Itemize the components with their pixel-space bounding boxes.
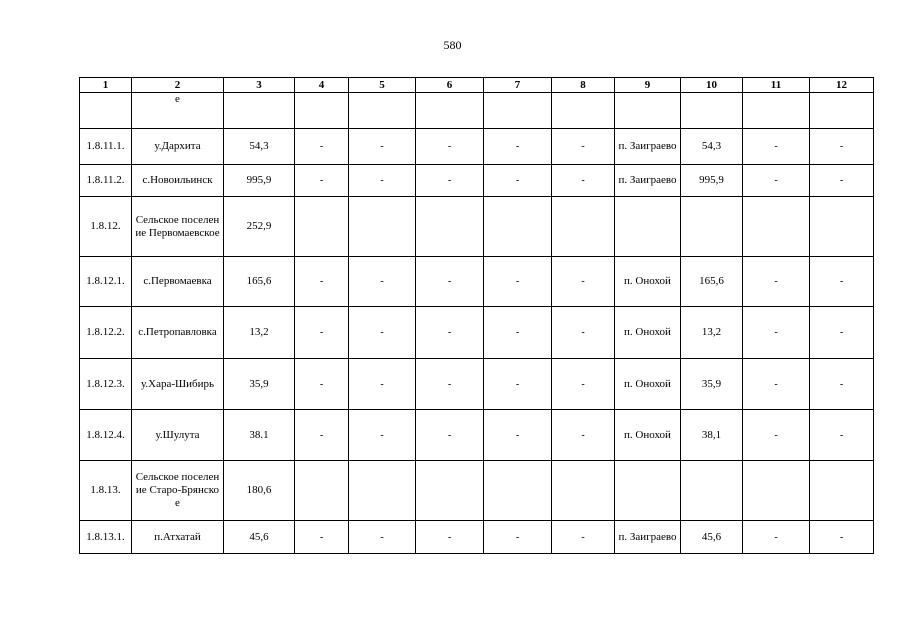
cell: -: [552, 257, 615, 307]
cell: -: [416, 165, 484, 197]
cell: -: [416, 307, 484, 359]
cell: [552, 93, 615, 129]
location-cell: п. Онохой: [615, 359, 681, 410]
value-cell: 38.1: [224, 410, 295, 461]
cell: [484, 197, 552, 257]
cell: [615, 93, 681, 129]
column-header: 6: [416, 78, 484, 93]
value-cell: 180,6: [224, 461, 295, 521]
value-cell: 35,9: [224, 359, 295, 410]
cell: -: [349, 257, 416, 307]
cell: -: [416, 257, 484, 307]
column-header: 12: [810, 78, 874, 93]
cell: -: [349, 410, 416, 461]
row-number: 1.8.11.2.: [80, 165, 132, 197]
cell: -: [552, 359, 615, 410]
location-cell: [615, 197, 681, 257]
column-header: 11: [743, 78, 810, 93]
cell: -: [484, 129, 552, 165]
column-header: 3: [224, 78, 295, 93]
name-cell: Сельское поселение Старо-Брянское: [132, 461, 224, 521]
value-cell: 165,6: [681, 257, 743, 307]
row-number: 1.8.12.3.: [80, 359, 132, 410]
header-row: [80, 78, 874, 93]
value-cell: 165,6: [224, 257, 295, 307]
location-cell: п. Онохой: [615, 307, 681, 359]
cell: -: [810, 257, 874, 307]
cell: [810, 461, 874, 521]
cell: [416, 461, 484, 521]
cell: [80, 93, 132, 129]
cell: -: [349, 307, 416, 359]
cell: -: [743, 129, 810, 165]
value-cell: 995,9: [681, 165, 743, 197]
value-cell: 54,3: [681, 129, 743, 165]
row-number: 1.8.12.: [80, 197, 132, 257]
table-row: [80, 165, 874, 197]
value-cell: 995,9: [224, 165, 295, 197]
value-cell: 45,6: [224, 521, 295, 554]
cell: [484, 93, 552, 129]
cell: [416, 197, 484, 257]
cell: [416, 93, 484, 129]
cell: -: [295, 307, 349, 359]
location-cell: п. Заиграево: [615, 521, 681, 554]
row-number: 1.8.12.4.: [80, 410, 132, 461]
column-header: 10: [681, 78, 743, 93]
column-header: 4: [295, 78, 349, 93]
cell: -: [349, 359, 416, 410]
cell: -: [416, 410, 484, 461]
cell: -: [295, 410, 349, 461]
cell: [552, 461, 615, 521]
cell: -: [295, 129, 349, 165]
cell: -: [552, 521, 615, 554]
cell: -: [810, 307, 874, 359]
name-cell: у.Шулута: [132, 410, 224, 461]
cell: [681, 93, 743, 129]
cell: -: [810, 359, 874, 410]
value-cell: 13,2: [224, 307, 295, 359]
name-cell: у.Дархита: [132, 129, 224, 165]
cell: [295, 93, 349, 129]
column-header: 7: [484, 78, 552, 93]
location-cell: [615, 461, 681, 521]
row-number: 1.8.13.1.: [80, 521, 132, 554]
cell: -: [484, 257, 552, 307]
value-cell: 252,9: [224, 197, 295, 257]
cell: [743, 197, 810, 257]
cell: -: [810, 410, 874, 461]
cell: -: [552, 410, 615, 461]
cell: -: [484, 521, 552, 554]
value-cell: [681, 197, 743, 257]
value-cell: [681, 461, 743, 521]
table-row: [80, 461, 874, 521]
cell: -: [416, 521, 484, 554]
cell: -: [295, 165, 349, 197]
cell: -: [743, 307, 810, 359]
cell: -: [552, 129, 615, 165]
row-number: 1.8.13.: [80, 461, 132, 521]
cell: -: [810, 165, 874, 197]
cell: -: [810, 129, 874, 165]
cell: -: [349, 165, 416, 197]
page-number: 580: [443, 38, 462, 52]
cell: -: [295, 257, 349, 307]
location-cell: п. Онохой: [615, 410, 681, 461]
cell: [743, 93, 810, 129]
value-cell: 13,2: [681, 307, 743, 359]
value-cell: 54,3: [224, 129, 295, 165]
cell: -: [484, 359, 552, 410]
row-number: 1.8.12.1.: [80, 257, 132, 307]
table-row: [80, 359, 874, 410]
name-cell: с.Новоильинск: [132, 165, 224, 197]
cell: -: [416, 359, 484, 410]
cell: [552, 197, 615, 257]
location-cell: п. Онохой: [615, 257, 681, 307]
cell: [484, 461, 552, 521]
name-cell: с.Первомаевка: [132, 257, 224, 307]
table-row: [80, 93, 874, 129]
cell: -: [295, 521, 349, 554]
table-row: [80, 197, 874, 257]
cell: -: [552, 165, 615, 197]
row-number: 1.8.12.2.: [80, 307, 132, 359]
cell: -: [349, 129, 416, 165]
cell: [810, 93, 874, 129]
location-cell: п. Заиграево: [615, 129, 681, 165]
cell: [810, 197, 874, 257]
cell: [349, 461, 416, 521]
column-header: 1: [80, 78, 132, 93]
name-cell: п.Атхатай: [132, 521, 224, 554]
cell: [295, 461, 349, 521]
cell: -: [552, 307, 615, 359]
cell: -: [743, 257, 810, 307]
value-cell: 38,1: [681, 410, 743, 461]
cell: -: [743, 410, 810, 461]
name-cell: е: [132, 93, 224, 129]
value-cell: 35,9: [681, 359, 743, 410]
cell: -: [416, 129, 484, 165]
column-header: 5: [349, 78, 416, 93]
name-cell: с.Петропавловка: [132, 307, 224, 359]
cell: -: [484, 165, 552, 197]
cell: -: [743, 521, 810, 554]
table-row: [80, 129, 874, 165]
data-table: [79, 77, 874, 554]
cell: -: [743, 359, 810, 410]
cell: -: [295, 359, 349, 410]
value-cell: 45,6: [681, 521, 743, 554]
cell: -: [810, 521, 874, 554]
column-header: 8: [552, 78, 615, 93]
column-header: 9: [615, 78, 681, 93]
cell: -: [743, 165, 810, 197]
table-row: [80, 307, 874, 359]
cell: [349, 93, 416, 129]
table-row: [80, 257, 874, 307]
cell: [224, 93, 295, 129]
name-cell: у.Хара-Шибирь: [132, 359, 224, 410]
cell: [349, 197, 416, 257]
row-number: 1.8.11.1.: [80, 129, 132, 165]
cell: [743, 461, 810, 521]
column-header: 2: [132, 78, 224, 93]
cell: -: [349, 521, 416, 554]
name-cell: Сельское поселение Первомаевское: [132, 197, 224, 257]
cell: -: [484, 307, 552, 359]
location-cell: п. Заиграево: [615, 165, 681, 197]
cell: [295, 197, 349, 257]
cell: -: [484, 410, 552, 461]
table-row: [80, 410, 874, 461]
table-row: [80, 521, 874, 554]
